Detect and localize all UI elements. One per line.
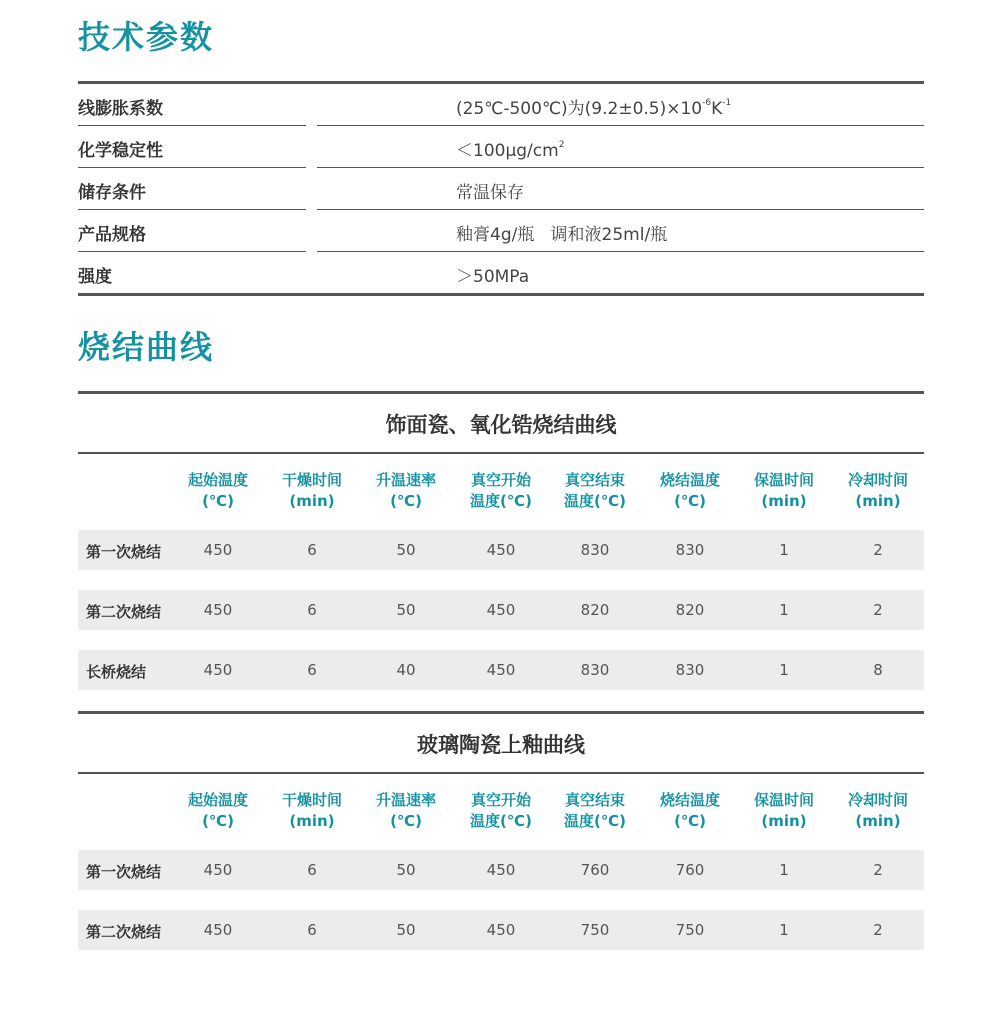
table-cell: 2 (873, 601, 883, 619)
sintering-table-glaze (78, 711, 924, 970)
table-cell: 450 (486, 921, 516, 939)
column-header (265, 470, 359, 512)
column-header-line2: (℃) (390, 812, 422, 830)
column-header-line2: (℃) (674, 812, 706, 830)
table-cell: 6 (307, 861, 317, 879)
column-header-line2: (℃) (202, 812, 234, 830)
column-header (831, 470, 925, 512)
table-cell: 1 (779, 541, 789, 559)
table-cell: 750 (675, 921, 705, 939)
table-cell: 1 (779, 601, 789, 619)
table-cell: 6 (307, 601, 317, 619)
column-header-line2: 温度(℃) (564, 492, 626, 510)
table-cell: 450 (203, 601, 233, 619)
spec-row (78, 252, 924, 294)
table-cell: 760 (675, 861, 705, 879)
column-header (265, 790, 359, 832)
tech-section-title: 技术参数 (78, 18, 215, 56)
column-header (643, 470, 737, 512)
column-header-line2: (℃) (674, 492, 706, 510)
table-row (78, 530, 924, 570)
table-row (78, 850, 924, 890)
column-header-line2: 温度(℃) (564, 812, 626, 830)
table-cell: 450 (486, 601, 516, 619)
column-header-line2: (℃) (390, 492, 422, 510)
spec-value-exponent: 2 (558, 140, 565, 151)
column-header-line2: (min) (289, 492, 335, 510)
spec-value-text: (25℃-500℃)为(9.2±0.5)×10 (456, 99, 703, 119)
table-cell: 820 (580, 601, 610, 619)
column-header-line2: (min) (761, 812, 807, 830)
column-header (171, 790, 265, 832)
column-header-line2: (min) (761, 492, 807, 510)
spec-table (78, 81, 924, 296)
spec-label: 强度 (78, 267, 112, 287)
column-header (171, 470, 265, 512)
spec-value-text: ＜100μg/cm (456, 141, 559, 161)
table-cell: 1 (779, 661, 789, 679)
table-cell: 6 (307, 921, 317, 939)
column-header-line2: (min) (855, 812, 901, 830)
table-cell: 1 (779, 861, 789, 879)
row-label: 第一次烧结 (86, 863, 162, 881)
column-header-line1: 冷却时间 (847, 471, 908, 489)
table-cell: 450 (486, 661, 516, 679)
column-header-line1: 起始温度 (187, 471, 248, 489)
spec-label: 线膨胀系数 (78, 99, 163, 119)
table-cell: 450 (203, 861, 233, 879)
column-header-line1: 真空开始 (470, 791, 531, 809)
spec-value-unit: K (711, 99, 723, 119)
table-cell: 50 (396, 541, 416, 559)
table-cell: 830 (675, 661, 705, 679)
row-label: 第二次烧结 (86, 603, 162, 621)
spec-value-exponent: -1 (722, 98, 732, 109)
column-header-line2: (min) (289, 812, 335, 830)
spec-row (78, 84, 924, 126)
column-header (454, 470, 548, 512)
table-cell: 2 (873, 921, 883, 939)
curve-section-title: 烧结曲线 (78, 328, 215, 366)
table-header-row (78, 774, 924, 850)
table-cell: 450 (486, 541, 516, 559)
column-header-line1: 烧结温度 (659, 791, 720, 809)
column-header-line1: 真空结束 (564, 791, 625, 809)
table-row (78, 650, 924, 690)
column-header-line1: 保温时间 (753, 791, 814, 809)
table-cell: 450 (486, 861, 516, 879)
table-cell: 760 (580, 861, 610, 879)
column-header-line1: 升温速率 (375, 791, 436, 809)
table-cell: 8 (873, 661, 883, 679)
spec-value-exponent: -6 (702, 98, 712, 109)
spec-label: 储存条件 (78, 183, 146, 203)
table-cell: 2 (873, 541, 883, 559)
column-header-line2: 温度(℃) (470, 812, 532, 830)
column-header (643, 790, 737, 832)
table-cell: 1 (779, 921, 789, 939)
spec-value (456, 94, 731, 119)
table-cell: 40 (396, 661, 416, 679)
table-cell: 830 (675, 541, 705, 559)
column-header (831, 790, 925, 832)
spec-row (78, 126, 924, 168)
spec-row (78, 210, 924, 252)
spec-value: 常温保存 (456, 183, 524, 203)
column-header (359, 470, 453, 512)
column-header-line1: 真空结束 (564, 471, 625, 489)
column-header-line1: 干燥时间 (281, 791, 342, 809)
table-cell: 830 (580, 541, 610, 559)
row-label: 第一次烧结 (86, 543, 162, 561)
column-header-line2: (min) (855, 492, 901, 510)
table-caption: 饰面瓷、氧化锆烧结曲线 (385, 413, 617, 437)
table-row (78, 590, 924, 630)
spec-value: 釉膏4g/瓶 调和液25ml/瓶 (456, 225, 668, 245)
column-header-line1: 干燥时间 (281, 471, 342, 489)
column-header (454, 790, 548, 832)
table-cell: 2 (873, 861, 883, 879)
row-label: 第二次烧结 (86, 923, 162, 941)
table-cell: 6 (307, 661, 317, 679)
table-cell: 820 (675, 601, 705, 619)
column-header-line1: 起始温度 (187, 791, 248, 809)
column-header (737, 470, 831, 512)
column-header-line1: 真空开始 (470, 471, 531, 489)
spec-row (78, 168, 924, 210)
table-cell: 50 (396, 921, 416, 939)
column-header (737, 790, 831, 832)
column-header-line1: 冷却时间 (847, 791, 908, 809)
table-cell: 450 (203, 661, 233, 679)
column-header (548, 790, 642, 832)
column-header (548, 470, 642, 512)
table-row (78, 910, 924, 950)
table-cell: 750 (580, 921, 610, 939)
table-cell: 450 (203, 921, 233, 939)
sintering-table-porcelain (78, 391, 924, 710)
column-header-line1: 烧结温度 (659, 471, 720, 489)
column-header (359, 790, 453, 832)
column-header-line2: (℃) (202, 492, 234, 510)
column-header-line1: 保温时间 (753, 471, 814, 489)
column-header-line1: 升温速率 (375, 471, 436, 489)
spec-label: 化学稳定性 (78, 141, 163, 161)
spec-value: ＞50MPa (456, 267, 530, 287)
table-header-row (78, 454, 924, 530)
table-cell: 6 (307, 541, 317, 559)
table-caption: 玻璃陶瓷上釉曲线 (417, 733, 585, 757)
column-header-line2: 温度(℃) (470, 492, 532, 510)
spec-label: 产品规格 (78, 225, 146, 245)
table-cell: 50 (396, 861, 416, 879)
table-cell: 50 (396, 601, 416, 619)
spec-value (456, 136, 564, 161)
table-cell: 830 (580, 661, 610, 679)
table-cell: 450 (203, 541, 233, 559)
row-label: 长桥烧结 (86, 663, 147, 681)
